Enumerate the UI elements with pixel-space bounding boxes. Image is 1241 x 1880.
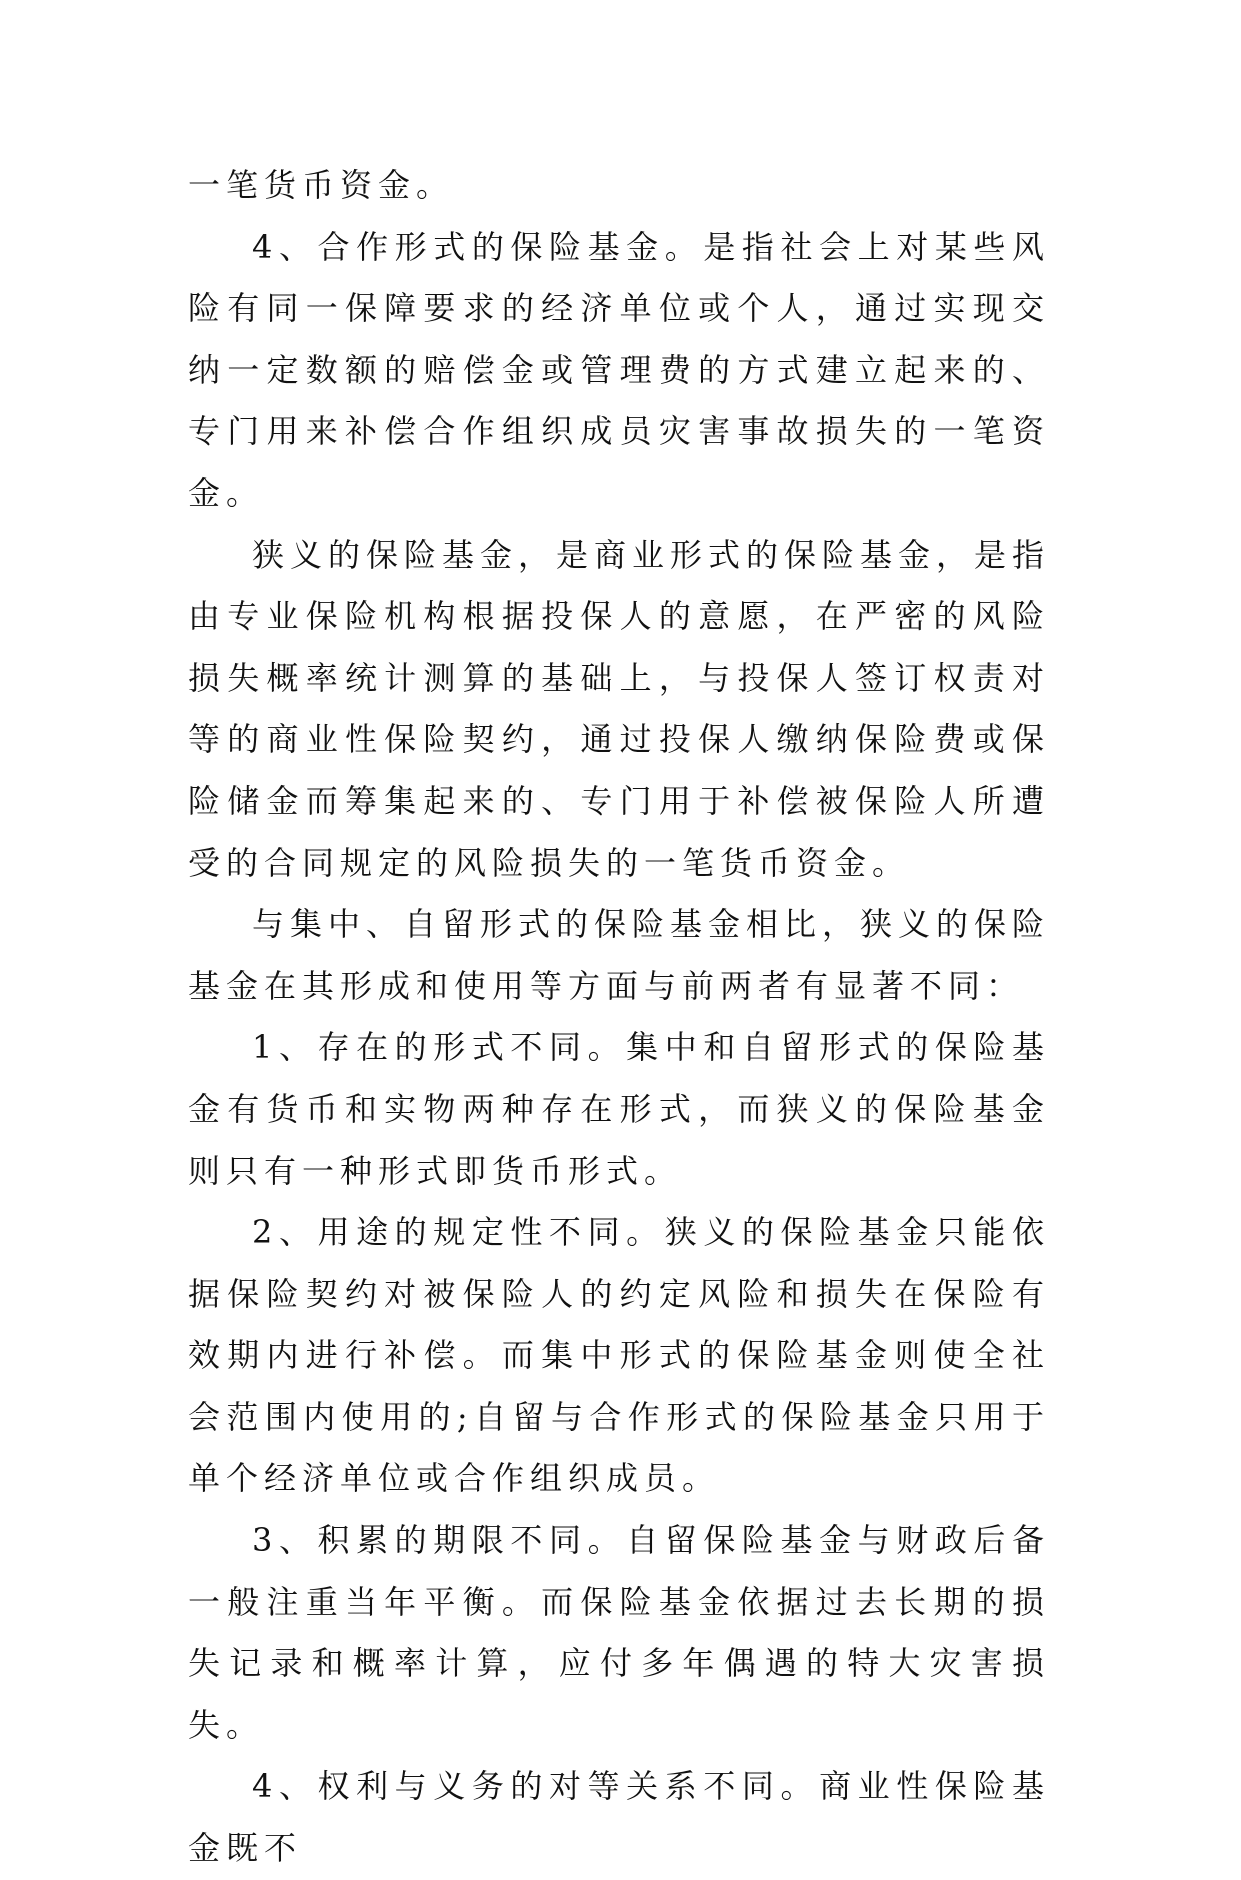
paragraph-point-1-form: 1、存在的形式不同。集中和自留形式的保险基金有货币和实物两种存在形式，而狭义的保险基金则只有一种形式即货币形式。 [188, 1028, 1050, 1190]
paragraph-cooperative-fund: 4、合作形式的保险基金。是指社会上对某些风险有同一保障要求的经济单位或个人，通过实现交纳一定数额的赔偿金或管理费的方式建立起来的、专门用来补偿合作组织成员灾害事故损失的一笔资金。 [188, 227, 1050, 512]
paragraph-continuation: 一笔货币资金。 [188, 166, 455, 204]
paragraph-point-4-rights: 4、权利与义务的对等关系不同。商业性保险基金既不 [188, 1767, 1050, 1868]
paragraph-point-3-accumulation: 3、积累的期限不同。自留保险基金与财政后备一般注重当年平衡。而保险基金依据过去长期的损失记录和概率计算，应付多年偶遇的特大灾害损失。 [188, 1521, 1050, 1744]
paragraph-point-2-usage: 2、用途的规定性不同。狭义的保险基金只能依据保险契约对被保险人的约定风险和损失在保险有效期内进行补偿。而集中形式的保险基金则使全社会范围内使用的;自留与合作形式的保险基金只用于单个经济单位或合作组织成员。 [188, 1213, 1050, 1498]
document-body [188, 155, 1050, 1880]
paragraph-comparison-intro: 与集中、自留形式的保险基金相比，狭义的保险基金在其形成和使用等方面与前两者有显著不同： [188, 905, 1051, 1005]
paragraph-narrow-fund-definition: 狭义的保险基金，是商业形式的保险基金，是指由专业保险机构根据投保人的意愿，在严密的风险损失概率统计测算的基础上，与投保人签订权责对等的商业性保险契约，通过投保人缴纳保险费或保险储金而筹集起来的、专门用于补偿被保险人所遭受的合同规定的风险损失的一笔货币资金。 [188, 535, 1051, 882]
